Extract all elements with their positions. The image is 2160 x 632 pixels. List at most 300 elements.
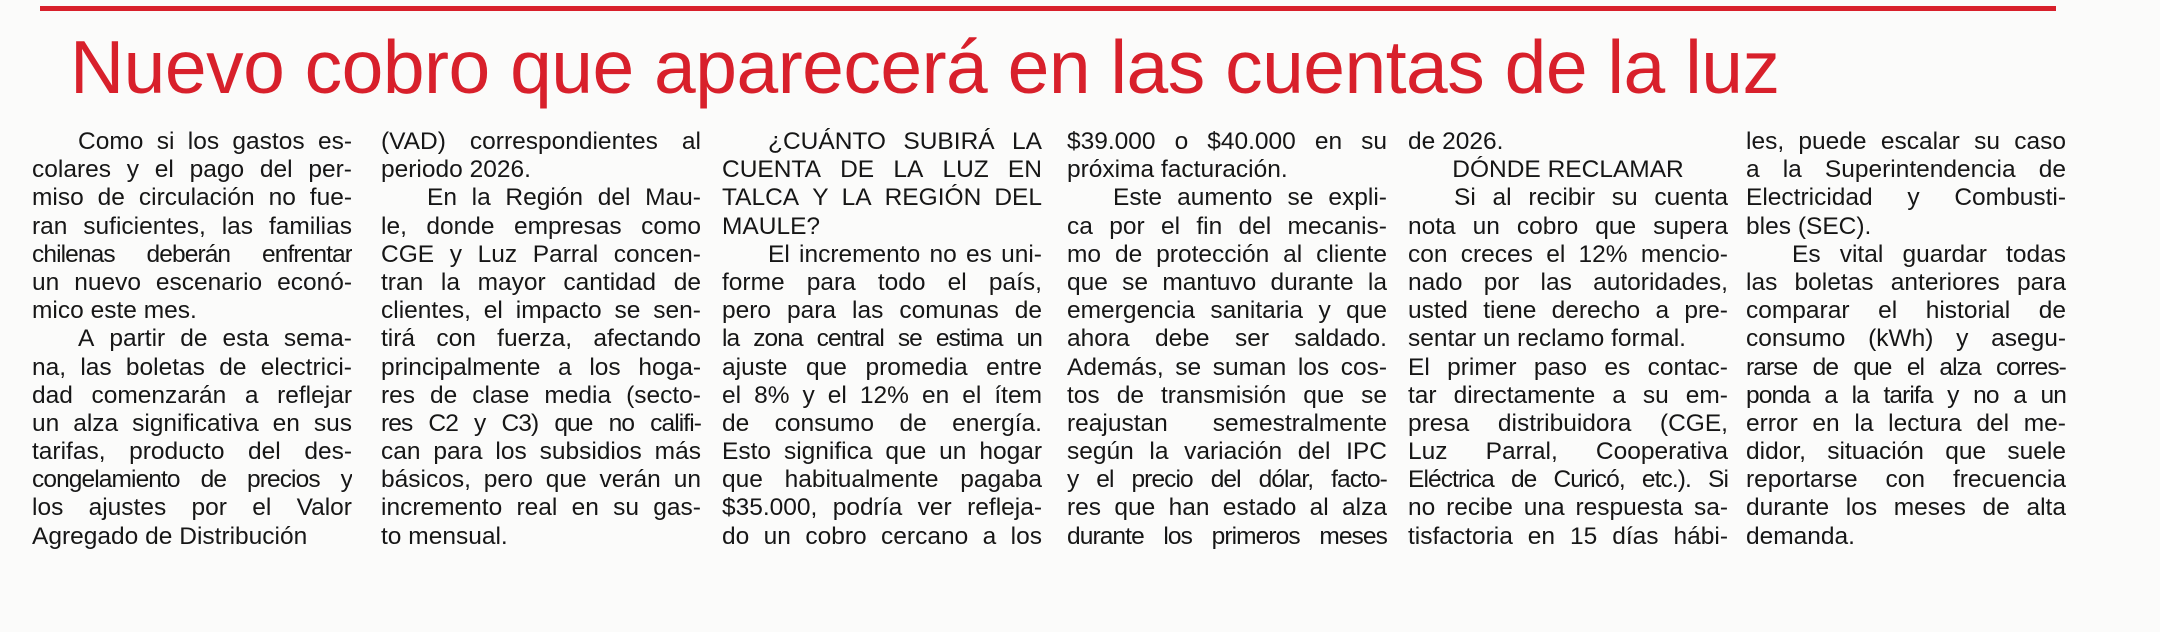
word: $39.000 xyxy=(1067,128,1156,155)
word: si xyxy=(156,128,175,155)
word: un xyxy=(32,268,60,296)
word: la xyxy=(1854,409,1874,437)
word: y xyxy=(1318,297,1331,325)
word: ponda xyxy=(1746,381,1810,409)
word: partir xyxy=(109,325,166,353)
word: TALCA xyxy=(722,184,800,212)
word: sentar xyxy=(1408,325,1477,353)
text-line xyxy=(32,297,352,325)
word: de xyxy=(200,466,227,494)
text-line xyxy=(1067,128,1387,156)
word: emergencia xyxy=(1067,297,1196,325)
text-line xyxy=(32,325,352,353)
word: mensual. xyxy=(408,522,508,550)
word: (VAD) xyxy=(381,128,446,155)
word: LA xyxy=(893,156,924,184)
word: con xyxy=(1408,240,1448,268)
word: en xyxy=(272,409,300,437)
word: de xyxy=(899,409,927,437)
word: estado xyxy=(1222,494,1297,522)
word: la xyxy=(471,184,491,212)
word: país, xyxy=(988,268,1042,296)
word: 15 xyxy=(1570,522,1598,550)
word: periodo xyxy=(381,156,463,184)
word: reajustan xyxy=(1067,409,1168,437)
word: del xyxy=(597,184,631,212)
word: tarifa xyxy=(1883,381,1933,409)
word: de xyxy=(97,184,125,212)
word: nota xyxy=(1408,212,1456,240)
word: próxima xyxy=(1067,156,1155,184)
word: un xyxy=(1472,212,1500,240)
word: mayor xyxy=(477,268,546,296)
word: Además, xyxy=(1067,353,1164,381)
word: que xyxy=(1595,212,1637,240)
word: la xyxy=(1149,438,1169,466)
word: meses xyxy=(1893,494,1966,522)
word: todas xyxy=(2006,240,2066,268)
word: para xyxy=(433,438,483,466)
word: mes. xyxy=(143,297,197,325)
word: ¿CUÁNTO xyxy=(768,128,886,155)
word: contac- xyxy=(1647,353,1728,381)
word: un xyxy=(2040,381,2066,409)
text-line xyxy=(32,213,352,241)
word: no xyxy=(1973,381,1999,409)
word: de xyxy=(1510,466,1537,494)
word: boletas xyxy=(1794,268,1874,296)
word: las xyxy=(1746,268,1778,296)
word: tiene xyxy=(1483,297,1537,325)
word: consumo xyxy=(1746,325,1846,353)
word: promedia xyxy=(865,353,968,381)
word: gastos xyxy=(232,128,305,155)
text-line xyxy=(1408,382,1728,410)
word: presa xyxy=(1408,409,1470,437)
text-line xyxy=(1408,184,1728,212)
text-line xyxy=(381,269,701,297)
word: su xyxy=(1611,184,1638,212)
word: todo xyxy=(877,268,926,296)
word: directamente xyxy=(1453,381,1596,409)
word: tos xyxy=(1067,381,1100,409)
word: los xyxy=(495,438,527,466)
word: al xyxy=(681,128,701,155)
word: se xyxy=(614,297,641,325)
word: Superintendencia xyxy=(1824,156,2016,184)
word: A xyxy=(78,325,95,353)
word: CUENTA xyxy=(722,156,821,184)
word: clientes, xyxy=(381,297,471,325)
word: fin xyxy=(1196,212,1223,240)
word: las xyxy=(221,212,254,240)
word: ran xyxy=(32,212,68,240)
word: reportarse xyxy=(1746,466,1858,494)
word: cercano xyxy=(881,522,969,550)
text-line xyxy=(32,410,352,438)
text-line xyxy=(1746,438,2066,466)
text-line xyxy=(381,410,701,438)
text-line xyxy=(722,297,1042,325)
word: que xyxy=(545,466,587,494)
word: saldado. xyxy=(1294,325,1387,353)
word: CGE xyxy=(381,240,435,268)
text-line xyxy=(1746,466,2066,494)
text-line xyxy=(722,466,1042,494)
text-line xyxy=(381,325,701,353)
text-line xyxy=(1408,241,1728,269)
word: en xyxy=(571,494,599,522)
word: C3) xyxy=(501,409,539,437)
text-line xyxy=(381,128,701,156)
word: Valor xyxy=(296,494,352,522)
text-line xyxy=(1408,494,1728,522)
word: corres- xyxy=(1996,353,2066,381)
word: ajuste xyxy=(722,353,788,381)
text-line xyxy=(722,213,1042,241)
word: les, xyxy=(1746,128,1785,155)
word: pago xyxy=(189,156,245,184)
word: hábi- xyxy=(1673,522,1728,550)
word: Parral xyxy=(532,240,599,268)
word: En xyxy=(427,184,457,212)
word: días xyxy=(1612,522,1659,550)
text-line xyxy=(1067,325,1387,353)
word: es xyxy=(965,240,992,268)
word: Región xyxy=(505,184,584,212)
word: es- xyxy=(317,128,352,155)
word: electrici- xyxy=(260,353,352,381)
text-line xyxy=(1067,466,1387,494)
word: meses xyxy=(1319,522,1387,550)
word: de xyxy=(1116,381,1144,409)
word: que xyxy=(1346,297,1387,325)
word: anteriores xyxy=(1890,268,2000,296)
word: miso xyxy=(32,184,84,212)
word: esta xyxy=(222,325,269,353)
word: durante xyxy=(1067,522,1144,550)
word: verán xyxy=(599,466,661,494)
word: del xyxy=(259,156,293,184)
text-line xyxy=(1067,297,1387,325)
word: (SEC). xyxy=(1797,212,1872,240)
word: des- xyxy=(304,438,352,466)
text-line xyxy=(1067,184,1387,212)
text-line xyxy=(1746,354,2066,382)
word: las xyxy=(80,353,112,381)
word: por xyxy=(1109,212,1145,240)
word: circulación xyxy=(138,184,255,212)
word: a xyxy=(1612,381,1626,409)
article-body xyxy=(0,128,2160,568)
text-line xyxy=(32,156,352,184)
text-line xyxy=(1067,382,1387,410)
word: las xyxy=(852,297,884,325)
word: un xyxy=(1016,325,1042,353)
word: que xyxy=(1114,494,1156,522)
word: empresas xyxy=(514,212,622,240)
text-line xyxy=(381,241,701,269)
word: cobro xyxy=(1516,212,1579,240)
word: o xyxy=(1174,128,1189,155)
word: escenario xyxy=(155,268,263,296)
word: paso xyxy=(1533,353,1588,381)
word: ver xyxy=(917,494,952,522)
text-line xyxy=(1408,297,1728,325)
word: le, xyxy=(381,212,407,240)
word: un xyxy=(1482,325,1511,353)
word: derecho xyxy=(1551,297,1641,325)
word: que xyxy=(805,353,847,381)
word: los xyxy=(32,494,64,522)
word: facturación. xyxy=(1161,156,1288,184)
word: cliente xyxy=(1316,240,1387,268)
word: alza xyxy=(1939,353,1981,381)
word: Agregado xyxy=(32,522,139,550)
word: res xyxy=(381,381,416,409)
word: el xyxy=(154,156,174,184)
word: chilenas xyxy=(32,240,115,268)
text-line xyxy=(1746,184,2066,212)
word: error xyxy=(1746,409,1798,437)
word: demanda. xyxy=(1746,522,1855,550)
word: de xyxy=(2038,297,2066,325)
word: su xyxy=(1642,381,1669,409)
word: suman xyxy=(1212,353,1287,381)
word: y xyxy=(126,156,139,184)
word: su xyxy=(1974,128,2000,155)
text-line xyxy=(381,213,701,241)
word: pagaba xyxy=(960,466,1042,494)
word: los xyxy=(1845,494,1878,522)
word: mencio- xyxy=(1640,240,1728,268)
word: nado xyxy=(1408,268,1463,296)
word: MAULE? xyxy=(722,212,821,240)
word: el xyxy=(1160,212,1181,240)
word: de xyxy=(1408,128,1436,155)
text-line xyxy=(381,184,701,212)
word: para xyxy=(806,268,856,296)
word: pero xyxy=(722,297,772,325)
text-line xyxy=(722,269,1042,297)
word: primer xyxy=(1447,353,1517,381)
word: RECLAMAR xyxy=(1547,156,1684,184)
word: me- xyxy=(2023,409,2066,437)
text-line xyxy=(1067,269,1387,297)
word: guardar xyxy=(1902,240,1987,268)
word: Luz xyxy=(477,240,518,268)
text-line xyxy=(722,325,1042,353)
word: producto xyxy=(129,438,225,466)
word: un xyxy=(939,438,967,466)
word: debe xyxy=(1155,325,1210,353)
word: al xyxy=(1283,240,1303,268)
word: a xyxy=(1824,381,1837,409)
word: deberán xyxy=(146,240,231,268)
word: $35.000, xyxy=(722,494,818,522)
word: REGIÓN xyxy=(884,184,982,212)
text-line xyxy=(32,523,352,551)
text-line xyxy=(381,466,701,494)
word: cobro xyxy=(805,522,867,550)
word: to xyxy=(381,522,402,550)
word: situación xyxy=(1827,438,1924,466)
word: mico xyxy=(32,297,84,325)
text-line xyxy=(32,269,352,297)
word: del xyxy=(1976,409,2010,437)
word: usted xyxy=(1408,297,1468,325)
word: las xyxy=(1540,268,1572,296)
word: media xyxy=(544,381,612,409)
word: tirá xyxy=(381,325,416,353)
word: y xyxy=(474,409,486,437)
word: cos- xyxy=(1340,353,1387,381)
word: alta xyxy=(2026,494,2066,522)
word: recibir xyxy=(1528,184,1596,212)
word: durante xyxy=(1270,268,1354,296)
word: la xyxy=(1367,268,1387,296)
word: en xyxy=(1314,128,1343,155)
word: del xyxy=(1210,466,1241,494)
text-line xyxy=(1746,494,2066,522)
word: escalar xyxy=(1880,128,1960,155)
word: comenzarán xyxy=(91,381,227,409)
word: como xyxy=(641,212,701,240)
text-line xyxy=(1408,354,1728,382)
text-column-3 xyxy=(722,128,1042,551)
word: concen- xyxy=(613,240,701,268)
word: que xyxy=(1945,438,1987,466)
word: y xyxy=(1947,381,1959,409)
word: más xyxy=(654,438,701,466)
word: no xyxy=(929,240,957,268)
word: recibe xyxy=(1446,494,1513,522)
word: entre xyxy=(986,353,1042,381)
word: tran xyxy=(381,268,424,296)
word: refleja- xyxy=(967,494,1042,522)
text-line xyxy=(381,382,701,410)
word: de xyxy=(1014,297,1042,325)
word: Cooperativa xyxy=(1595,438,1728,466)
word: de xyxy=(673,268,701,296)
word: do xyxy=(722,522,750,550)
word: didor, xyxy=(1746,438,1806,466)
word: de xyxy=(1812,353,1839,381)
word: Curicó, xyxy=(1553,466,1625,494)
word: el xyxy=(827,381,847,409)
word: em- xyxy=(1685,381,1728,409)
text-line xyxy=(1067,156,1387,184)
word: el xyxy=(1096,466,1114,494)
word: que xyxy=(885,438,927,466)
word: y xyxy=(1907,184,1920,212)
text-line xyxy=(722,382,1042,410)
word: pre- xyxy=(1684,297,1728,325)
text-line xyxy=(1067,438,1387,466)
word: los xyxy=(1297,353,1330,381)
word: transmisión xyxy=(1160,381,1287,409)
word: el xyxy=(947,268,967,296)
text-line xyxy=(722,156,1042,184)
text-line xyxy=(1746,128,2066,156)
word: 8% xyxy=(754,381,790,409)
word: distribuidora xyxy=(1497,409,1632,437)
word: can xyxy=(381,438,421,466)
word: variación xyxy=(1184,438,1283,466)
text-line xyxy=(1067,354,1387,382)
word: caso xyxy=(2014,128,2066,155)
word: protección xyxy=(1156,240,1270,268)
word: supera xyxy=(1653,212,1728,240)
word: ítem xyxy=(994,381,1042,409)
word: en xyxy=(1527,522,1556,550)
text-line xyxy=(722,354,1042,382)
word: etc.). xyxy=(1641,466,1691,494)
word: los xyxy=(1163,522,1193,550)
word: incremento xyxy=(799,240,921,268)
text-line xyxy=(1067,410,1387,438)
word: Es xyxy=(1792,240,1821,268)
word: 2026. xyxy=(1442,128,1504,155)
text-line xyxy=(1408,410,1728,438)
word: El xyxy=(1408,353,1430,381)
word: Si xyxy=(1454,184,1476,212)
text-line xyxy=(1408,269,1728,297)
word: aumento xyxy=(1177,184,1273,212)
word: este xyxy=(90,297,137,325)
word: Mau- xyxy=(645,184,701,212)
word: se xyxy=(897,325,922,353)
word: rarse xyxy=(1746,353,1798,381)
word: para xyxy=(787,297,837,325)
word: se xyxy=(1122,268,1149,296)
word: asegu- xyxy=(1991,325,2066,353)
headline: Nuevo cobro que aparecerá en las cuentas de la luz xyxy=(70,25,1780,109)
word: facto- xyxy=(1331,466,1387,494)
word: básicos, xyxy=(381,466,471,494)
word: suele xyxy=(2007,438,2066,466)
word: donde xyxy=(426,212,495,240)
text-line xyxy=(722,128,1042,156)
word: de xyxy=(430,381,458,409)
word: y xyxy=(1067,466,1079,494)
word: con xyxy=(436,325,476,353)
text-line xyxy=(1067,241,1387,269)
word: precio xyxy=(1131,466,1193,494)
text-line xyxy=(32,382,352,410)
word: mantuvo xyxy=(1162,268,1257,296)
word: que xyxy=(1853,353,1892,381)
word: al xyxy=(1492,184,1512,212)
word: IPC xyxy=(1346,438,1387,466)
word: fue- xyxy=(309,184,352,212)
word: de xyxy=(722,409,750,437)
text-line xyxy=(32,241,352,269)
word: res xyxy=(1067,494,1102,522)
word: puede xyxy=(1798,128,1867,155)
text-line xyxy=(1746,382,2066,410)
word: Si xyxy=(1708,466,1728,494)
word: ca xyxy=(1067,212,1093,240)
text-line xyxy=(1746,156,2066,184)
word: que xyxy=(1067,268,1108,296)
word: mecanis- xyxy=(1287,212,1387,240)
word: del xyxy=(248,438,281,466)
word: de xyxy=(1982,494,2010,522)
text-line xyxy=(32,438,352,466)
word: a xyxy=(558,353,572,381)
word: precios xyxy=(247,466,320,494)
